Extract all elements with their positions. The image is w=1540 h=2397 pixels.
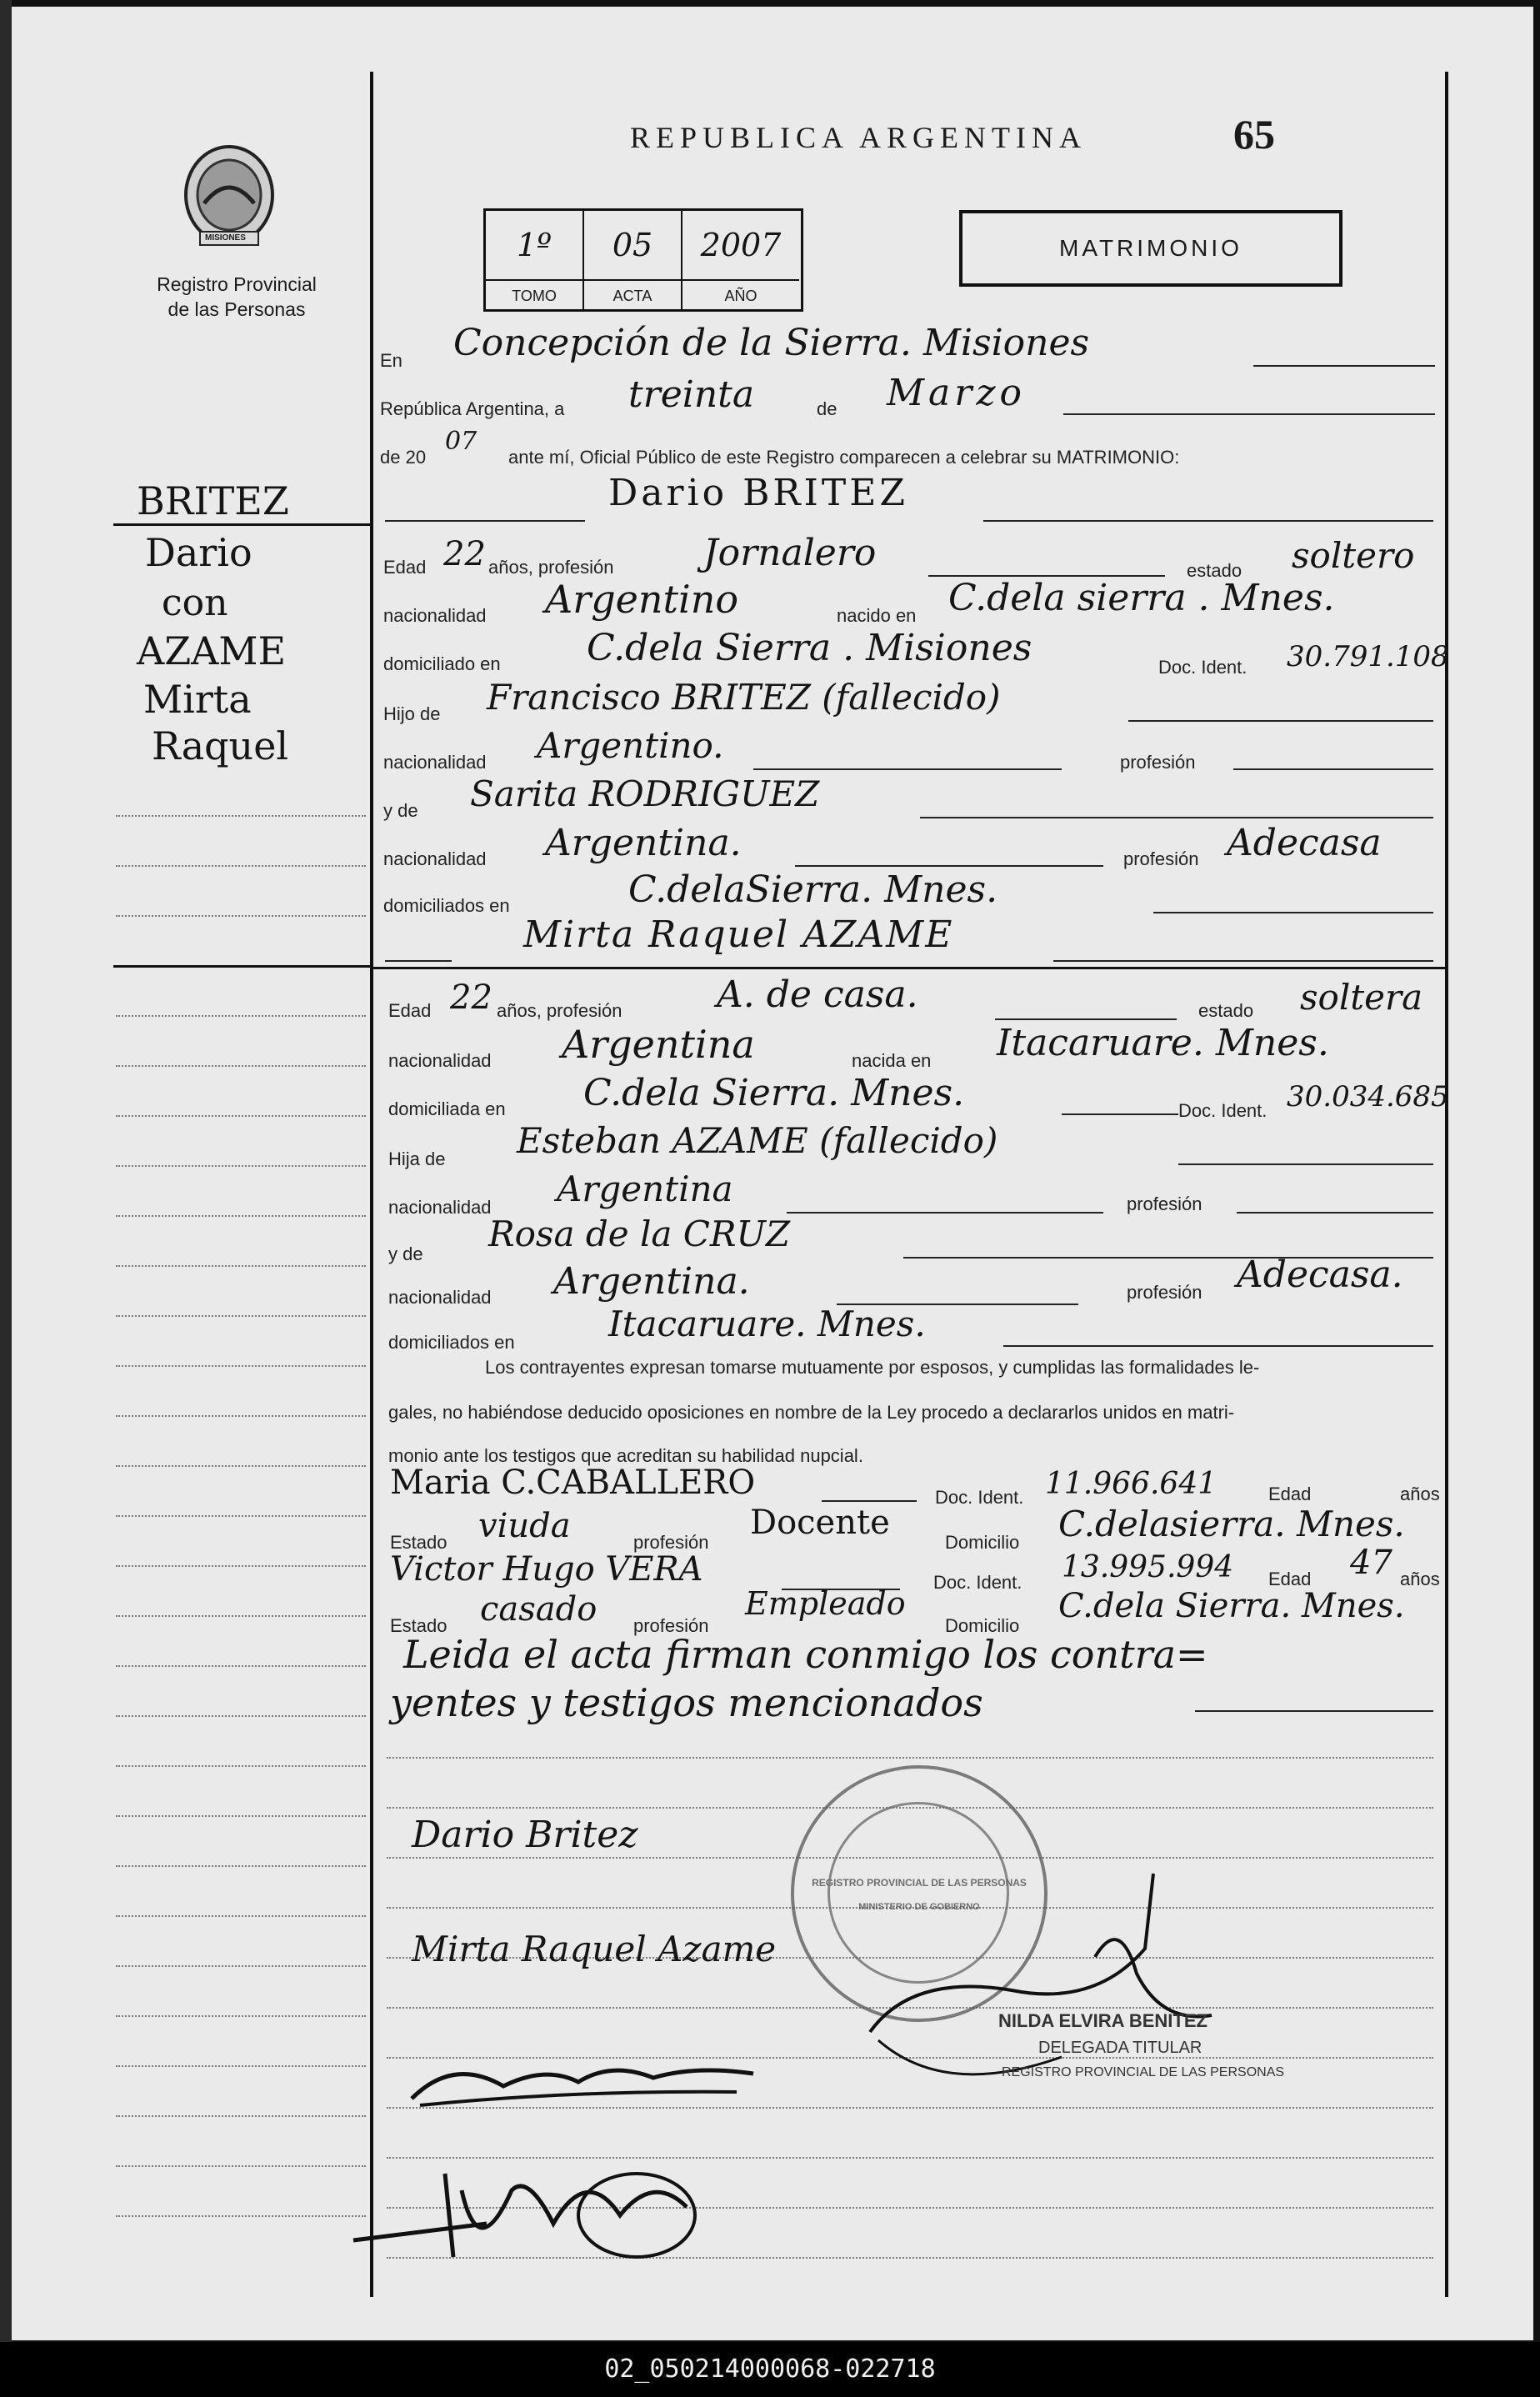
margin-line-2: Dario xyxy=(145,530,252,575)
signature-bride xyxy=(412,1929,776,1969)
witness2-doc-label: Doc. Ident. xyxy=(933,1572,1022,1593)
margin-dotted xyxy=(116,1365,366,1367)
groom-estado-label: estado xyxy=(1187,560,1242,581)
witness2-anios-label: años xyxy=(1400,1569,1440,1589)
margin-dotted xyxy=(116,1165,366,1167)
month-underline xyxy=(1063,413,1435,415)
groom-edad-label: Edad xyxy=(383,557,427,578)
closing-underline xyxy=(1195,1710,1433,1712)
margin-dotted xyxy=(116,1515,366,1517)
logo-caption: MISIONES xyxy=(205,233,246,243)
body-dotted xyxy=(387,1757,1433,1759)
groom-mother-nat: Argentina. xyxy=(545,822,742,864)
bride-parents-dom-underline xyxy=(1003,1345,1433,1347)
closing-line-1: Leida el acta firman conmigo los contra= xyxy=(403,1632,1208,1677)
margin-dotted xyxy=(116,1265,366,1267)
margin-dotted xyxy=(116,1965,366,1967)
margin-line-5: Mirta xyxy=(143,677,252,722)
bride-name: Mirta Raquel AZAME xyxy=(523,913,954,956)
country-title: REPUBLICA ARGENTINA xyxy=(630,121,1088,154)
signature-groom xyxy=(412,1814,638,1856)
bride-mother-prof-label: profesión xyxy=(1127,1282,1202,1303)
margin-dotted xyxy=(116,1815,366,1817)
groom-name-rule-left xyxy=(385,520,585,522)
margin-dotted xyxy=(116,1915,366,1917)
witness1-profession: Docente xyxy=(750,1504,890,1542)
declaration-line-1: Los contrayentes expresan tomarse mutuamente por esposos, y cumplidas las formalidades le- xyxy=(485,1357,1260,1378)
stamp-outer-text: REGISTRO PROVINCIAL DE LAS PERSONAS xyxy=(812,1877,1027,1889)
witness2-edad-label: Edad xyxy=(1268,1569,1312,1589)
document-page xyxy=(12,7,1533,2340)
groom-profession: Jornalero xyxy=(703,532,877,574)
bride-father-underline xyxy=(1178,1163,1433,1165)
margin-dotted xyxy=(116,1665,366,1667)
groom-nationality: Argentino xyxy=(545,577,739,622)
margin-dotted xyxy=(116,2115,366,2117)
groom-father-nat-underline xyxy=(753,768,1062,770)
groom-father-nac-label: nacionalidad xyxy=(383,752,487,773)
witness2-marital: casado xyxy=(480,1590,598,1629)
signature-bride-text: Mirta Raquel Azame xyxy=(412,1929,777,1969)
margin-dotted xyxy=(116,1865,366,1867)
declaration-line-2: gales, no habiéndose deducido oposiciones en nombre de la Ley procedo a declararlos unidos en matri- xyxy=(388,1402,1235,1423)
witness1-anios-label: años xyxy=(1400,1484,1440,1504)
bride-marital: soltera xyxy=(1300,977,1423,1018)
official-name: NILDA ELVIRA BENITEZ xyxy=(998,2010,1208,2031)
bride-prof-underline xyxy=(995,1018,1177,1020)
bride-edad-label: Edad xyxy=(388,1000,432,1021)
groom-father: Francisco BRITEZ (fallecido) xyxy=(487,677,1001,718)
witness1-domicile: C.delasierra. Mnes. xyxy=(1058,1504,1405,1544)
groom-marital: soltero xyxy=(1292,535,1415,576)
witness2-profession: Empleado xyxy=(745,1585,906,1622)
bride-nationality: Argentina xyxy=(562,1022,755,1067)
groom-mother-nat-underline xyxy=(795,865,1103,867)
margin-dotted xyxy=(116,1065,366,1067)
bride-mother-nac-label: nacionalidad xyxy=(388,1287,492,1308)
tomo-value: 1º xyxy=(486,211,584,279)
margin-dotted xyxy=(116,2165,366,2167)
margin-dotted xyxy=(116,1315,366,1317)
place-underline xyxy=(1253,365,1435,367)
bride-mother: Rosa de la CRUZ xyxy=(488,1214,791,1254)
scan-file-id: 02_050214000068-022718 xyxy=(0,2342,1540,2397)
groom-age: 22 xyxy=(443,535,486,573)
groom-mother-underline xyxy=(920,817,1433,818)
margin-line-3: con xyxy=(162,582,228,624)
groom-name: Dario BRITEZ xyxy=(608,472,908,514)
bride-birthplace: Itacaruare. Mnes. xyxy=(997,1022,1329,1064)
groom-name-rule-right xyxy=(983,520,1433,522)
stamp-inner-text: MINISTERIO DE GOBIERNO xyxy=(858,1902,980,1912)
witness2-domicile: C.dela Sierra. Mnes. xyxy=(1058,1587,1405,1625)
groom-mother-nac-label: nacionalidad xyxy=(383,848,487,869)
margin-dotted xyxy=(116,1765,366,1767)
margin-dotted xyxy=(116,2065,366,2067)
record-id-table xyxy=(483,208,803,312)
witness2-doc: 13.995.994 xyxy=(1062,1550,1234,1584)
bride-father: Esteban AZAME (fallecido) xyxy=(517,1120,998,1161)
margin-divider-rule xyxy=(113,965,372,968)
groom-yde-label: y de xyxy=(383,800,418,821)
bride-parents-dom: Itacaruare. Mnes. xyxy=(608,1304,926,1344)
official-title: DELEGADA TITULAR xyxy=(1038,2039,1202,2057)
witness1-domicilio-label: Domicilio xyxy=(945,1532,1020,1553)
groom-hijo-label: Hijo de xyxy=(383,703,441,724)
witness2-age: 47 xyxy=(1350,1544,1392,1582)
bride-father-nat-underline xyxy=(787,1212,1103,1214)
bride-section-rule xyxy=(372,967,1445,969)
page-number: 65 xyxy=(1233,111,1275,158)
bride-hija-label: Hija de xyxy=(388,1148,446,1169)
margin-dotted xyxy=(116,1715,366,1717)
signature-witness1-scribble xyxy=(403,2040,770,2115)
closing-line-2: yentes y testigos mencionados xyxy=(390,1680,983,1725)
groom-parents-dom-underline xyxy=(1153,912,1433,913)
margin-top-rule xyxy=(113,523,372,526)
bride-name-rule-left xyxy=(385,960,452,962)
margin-line-6: Raquel xyxy=(152,723,289,768)
republica-label: República Argentina, a xyxy=(380,398,565,419)
tomo-label: TOMO xyxy=(486,279,584,311)
margin-dotted xyxy=(116,865,366,867)
day-value: treinta xyxy=(628,373,755,416)
witness1-estado-label: Estado xyxy=(390,1532,448,1553)
bride-doc: 30.034.685 xyxy=(1287,1080,1449,1113)
margin-dotted xyxy=(116,1465,366,1467)
witness2-name: Victor Hugo VERA xyxy=(390,1550,703,1589)
acta-value: 05 xyxy=(584,211,682,279)
witness2-profesion-label: profesión xyxy=(633,1615,709,1636)
witness1-name: Maria C.CABALLERO xyxy=(390,1464,756,1502)
month-value: Marzo xyxy=(887,372,1026,414)
book-spine xyxy=(0,0,12,2397)
margin-dotted xyxy=(116,1615,366,1617)
witness2-estado-label: Estado xyxy=(390,1615,448,1636)
margin-dotted xyxy=(116,1215,366,1217)
bride-doc-label: Doc. Ident. xyxy=(1178,1100,1268,1121)
margin-dotted xyxy=(116,915,366,917)
margin-dotted xyxy=(116,1415,366,1417)
de-label: de xyxy=(817,398,838,419)
groom-mother: Sarita RODRIGUEZ xyxy=(470,773,820,814)
groom-father-prof-label: profesión xyxy=(1120,752,1196,773)
groom-doc: 30.791.108 xyxy=(1287,640,1449,673)
groom-birthplace: C.dela sierra . Mnes. xyxy=(948,577,1335,619)
margin-divider xyxy=(370,72,373,2297)
acta-label: ACTA xyxy=(584,279,682,311)
record-type-box: MATRIMONIO xyxy=(959,210,1342,287)
bride-parents-dom-label: domiciliados en xyxy=(388,1332,515,1353)
year-text: ante mí, Oficial Público de este Registro comparecen a celebrar su MATRIMONIO: xyxy=(508,447,1180,468)
en-label: En xyxy=(380,350,402,371)
bride-nacida-label: nacida en xyxy=(852,1050,932,1071)
right-border xyxy=(1445,72,1448,2297)
bride-mother-nat: Argentina. xyxy=(553,1260,750,1303)
groom-nac-label: nacionalidad xyxy=(383,605,487,626)
witness1-profesion-label: profesión xyxy=(633,1532,709,1553)
witness1-name-underline xyxy=(822,1500,917,1502)
groom-doc-label: Doc. Ident. xyxy=(1158,657,1248,678)
witness1-marital: viuda xyxy=(478,1507,571,1545)
bride-estado-label: estado xyxy=(1198,1000,1254,1021)
bride-yde-label: y de xyxy=(388,1244,423,1264)
bride-profession: A. de casa. xyxy=(717,973,918,1016)
anio-value: 2007 xyxy=(700,227,782,263)
groom-father-prof-underline xyxy=(1233,768,1433,770)
margin-dotted xyxy=(116,2215,366,2217)
official-org: REGISTRO PROVINCIAL DE LAS PERSONAS xyxy=(1002,2065,1285,2079)
bride-dom-underline xyxy=(1062,1113,1178,1115)
groom-domicile: C.dela Sierra . Misiones xyxy=(587,627,1032,669)
groom-profesion-label: años, profesión xyxy=(488,557,614,578)
bride-name-rule-right xyxy=(1053,960,1433,962)
groom-father-underline xyxy=(1128,720,1433,722)
witness1-doc-label: Doc. Ident. xyxy=(935,1487,1024,1508)
signature-witness2-scribble xyxy=(337,2140,720,2274)
bride-father-nat: Argentina xyxy=(557,1168,733,1209)
province-seal-logo xyxy=(175,138,283,255)
bride-father-prof-underline xyxy=(1237,1212,1433,1214)
signature-groom-text: Dario Britez xyxy=(412,1814,638,1856)
groom-mother-prof: Adecasa xyxy=(1227,822,1382,864)
groom-parents-dom-label: domiciliados en xyxy=(383,895,510,916)
bride-father-prof-label: profesión xyxy=(1127,1193,1202,1214)
anio-label: AÑO xyxy=(682,279,799,311)
place-value: Concepción de la Sierra. Misiones xyxy=(453,322,1090,364)
margin-dotted xyxy=(116,1565,366,1567)
groom-parents-dom: C.delaSierra. Mnes. xyxy=(628,868,998,911)
margin-dotted xyxy=(116,815,366,817)
groom-nacido-label: nacido en xyxy=(837,605,917,626)
margin-dotted xyxy=(116,1015,366,1017)
groom-father-nat: Argentino. xyxy=(537,725,724,766)
groom-dom-label: domiciliado en xyxy=(383,653,501,674)
declaration-line-3: monio ante los testigos que acreditan su habilidad nupcial. xyxy=(388,1445,863,1466)
bride-mother-prof: Adecasa. xyxy=(1237,1254,1403,1296)
margin-dotted xyxy=(116,2015,366,2017)
witness2-domicilio-label: Domicilio xyxy=(945,1615,1020,1636)
year-prefix: de 20 xyxy=(380,447,427,468)
margin-line-1: BRITEZ xyxy=(137,478,289,523)
bride-age: 22 xyxy=(450,978,492,1017)
witness1-doc: 11.966.641 xyxy=(1045,1467,1218,1501)
bride-profesion-label: años, profesión xyxy=(497,1000,622,1021)
bride-nac-label: nacionalidad xyxy=(388,1050,492,1071)
year-suffix: 07 xyxy=(445,427,478,456)
bride-domicile: C.dela Sierra. Mnes. xyxy=(583,1072,965,1114)
witness1-edad-label: Edad xyxy=(1268,1484,1312,1504)
margin-dotted xyxy=(116,1115,366,1117)
margin-line-4: AZAME xyxy=(137,628,287,673)
registry-name: Registro Provincial de las Personas xyxy=(157,273,317,320)
bride-father-nac-label: nacionalidad xyxy=(388,1197,492,1218)
groom-mother-prof-label: profesión xyxy=(1123,848,1199,869)
bride-dom-label: domiciliada en xyxy=(388,1098,506,1119)
